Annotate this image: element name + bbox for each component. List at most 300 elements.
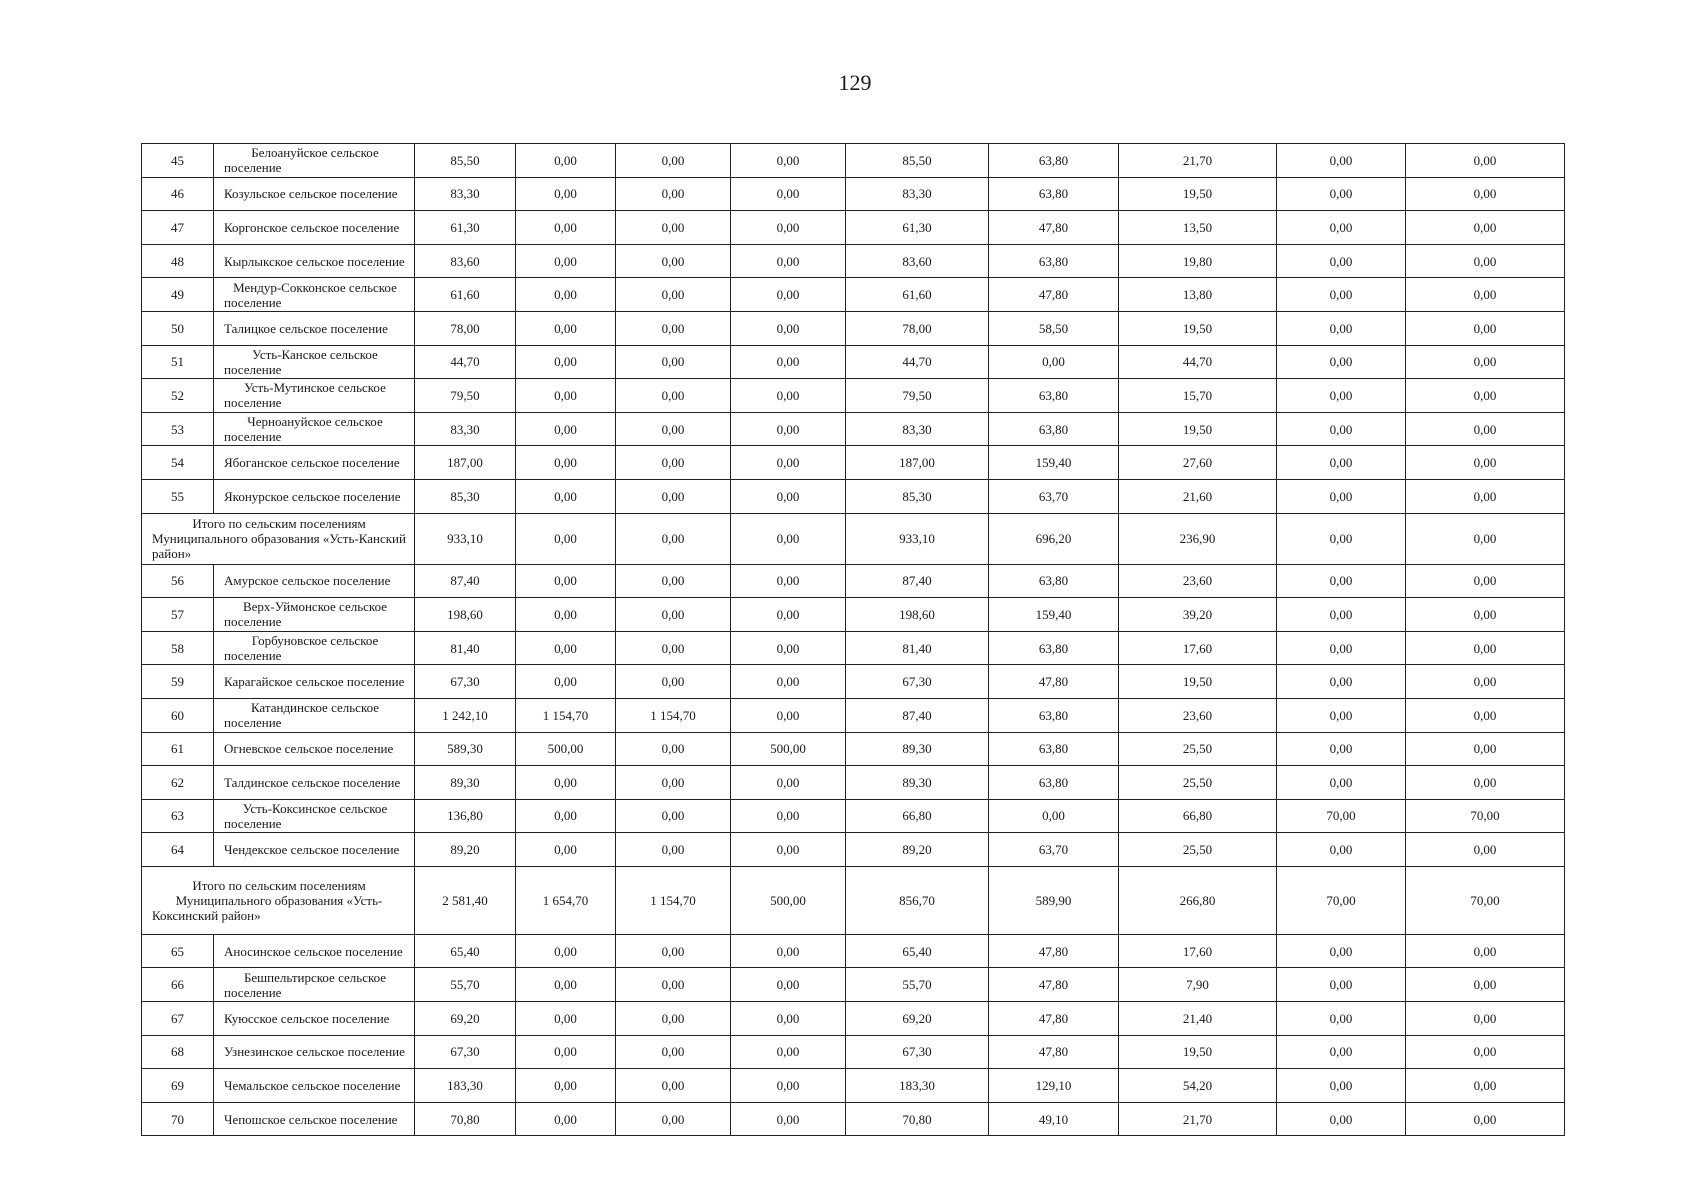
value-cell: 0,00: [1406, 1069, 1565, 1103]
value-cell: 159,40: [989, 598, 1119, 632]
value-cell: 0,00: [616, 513, 731, 564]
value-cell: 44,70: [415, 345, 516, 379]
table-row: [142, 244, 1565, 278]
value-cell: 78,00: [846, 311, 989, 345]
row-number: 48: [142, 244, 214, 278]
value-cell: 0,00: [1406, 934, 1565, 968]
value-cell: 0,00: [1277, 1069, 1406, 1103]
value-cell: 13,80: [1119, 278, 1277, 312]
value-cell: 19,50: [1119, 412, 1277, 446]
value-cell: 25,50: [1119, 732, 1277, 766]
settlement-name: Чендекское сельское поселение: [214, 833, 415, 867]
value-cell: 0,00: [1406, 144, 1565, 178]
value-cell: 27,60: [1119, 446, 1277, 480]
value-cell: 0,00: [1406, 732, 1565, 766]
value-cell: 0,00: [1406, 379, 1565, 413]
value-cell: 0,00: [731, 244, 846, 278]
value-cell: 0,00: [1406, 479, 1565, 513]
table-row: [142, 1002, 1565, 1036]
settlement-name: Черноануйское сельское поселение: [214, 412, 415, 446]
row-number: 49: [142, 278, 214, 312]
value-cell: 0,00: [616, 479, 731, 513]
value-cell: 0,00: [1277, 446, 1406, 480]
value-cell: 0,00: [1406, 211, 1565, 245]
value-cell: 0,00: [1406, 513, 1565, 564]
value-cell: 47,80: [989, 1002, 1119, 1036]
value-cell: 0,00: [731, 412, 846, 446]
value-cell: 589,90: [989, 866, 1119, 934]
value-cell: 0,00: [1277, 564, 1406, 598]
value-cell: 0,00: [731, 1102, 846, 1136]
value-cell: 21,70: [1119, 144, 1277, 178]
value-cell: 129,10: [989, 1069, 1119, 1103]
value-cell: 0,00: [616, 564, 731, 598]
value-cell: 0,00: [616, 665, 731, 699]
value-cell: 0,00: [1277, 1035, 1406, 1069]
value-cell: 0,00: [1406, 1002, 1565, 1036]
table-row: [142, 564, 1565, 598]
value-cell: 0,00: [1277, 412, 1406, 446]
value-cell: 67,30: [846, 1035, 989, 1069]
value-cell: 70,00: [1406, 799, 1565, 833]
value-cell: 0,00: [731, 311, 846, 345]
value-cell: 0,00: [616, 799, 731, 833]
row-number: 62: [142, 766, 214, 800]
value-cell: 0,00: [516, 345, 616, 379]
value-cell: 89,20: [415, 833, 516, 867]
value-cell: 0,00: [516, 1069, 616, 1103]
settlement-name: Белоануйское сельское поселение: [214, 144, 415, 178]
value-cell: 13,50: [1119, 211, 1277, 245]
table-row: [142, 1035, 1565, 1069]
value-cell: 0,00: [616, 631, 731, 665]
row-number: 52: [142, 379, 214, 413]
value-cell: 0,00: [516, 598, 616, 632]
value-cell: 0,00: [1277, 665, 1406, 699]
value-cell: 0,00: [1406, 345, 1565, 379]
value-cell: 198,60: [415, 598, 516, 632]
table-body: [142, 144, 1565, 1136]
value-cell: 0,00: [516, 1035, 616, 1069]
table-row: [142, 968, 1565, 1002]
value-cell: 1 242,10: [415, 698, 516, 732]
value-cell: 39,20: [1119, 598, 1277, 632]
value-cell: 55,70: [846, 968, 989, 1002]
value-cell: 0,00: [731, 479, 846, 513]
value-cell: 236,90: [1119, 513, 1277, 564]
value-cell: 0,00: [731, 598, 846, 632]
value-cell: 66,80: [846, 799, 989, 833]
value-cell: 49,10: [989, 1102, 1119, 1136]
value-cell: 0,00: [731, 144, 846, 178]
value-cell: 0,00: [1277, 379, 1406, 413]
value-cell: 23,60: [1119, 698, 1277, 732]
value-cell: 47,80: [989, 665, 1119, 699]
settlement-name: Усть-Канское сельское поселение: [214, 345, 415, 379]
value-cell: 63,80: [989, 244, 1119, 278]
value-cell: 0,00: [1277, 766, 1406, 800]
value-cell: 136,80: [415, 799, 516, 833]
value-cell: 44,70: [1119, 345, 1277, 379]
value-cell: 21,60: [1119, 479, 1277, 513]
value-cell: 0,00: [731, 934, 846, 968]
value-cell: 0,00: [516, 968, 616, 1002]
table-row: [142, 446, 1565, 480]
value-cell: 0,00: [1277, 278, 1406, 312]
value-cell: 0,00: [731, 665, 846, 699]
value-cell: 500,00: [731, 732, 846, 766]
table-row: [142, 598, 1565, 632]
total-row: [142, 513, 1565, 564]
total-row: [142, 866, 1565, 934]
value-cell: 47,80: [989, 968, 1119, 1002]
value-cell: 63,80: [989, 732, 1119, 766]
value-cell: 0,00: [1277, 732, 1406, 766]
value-cell: 78,00: [415, 311, 516, 345]
row-number: 47: [142, 211, 214, 245]
value-cell: 70,00: [1277, 799, 1406, 833]
value-cell: 0,00: [616, 177, 731, 211]
value-cell: 70,00: [1406, 866, 1565, 934]
value-cell: 0,00: [616, 446, 731, 480]
value-cell: 0,00: [731, 564, 846, 598]
value-cell: 0,00: [516, 766, 616, 800]
table-row: [142, 631, 1565, 665]
value-cell: 696,20: [989, 513, 1119, 564]
value-cell: 198,60: [846, 598, 989, 632]
value-cell: 0,00: [1277, 968, 1406, 1002]
value-cell: 17,60: [1119, 631, 1277, 665]
value-cell: 0,00: [516, 833, 616, 867]
value-cell: 85,50: [846, 144, 989, 178]
value-cell: 0,00: [731, 446, 846, 480]
settlement-name: Яконурское сельское поселение: [214, 479, 415, 513]
value-cell: 0,00: [516, 177, 616, 211]
value-cell: 0,00: [616, 1102, 731, 1136]
table-row: [142, 766, 1565, 800]
value-cell: 0,00: [731, 211, 846, 245]
row-number: 51: [142, 345, 214, 379]
value-cell: 70,00: [1277, 866, 1406, 934]
settlement-name: Чепошское сельское поселение: [214, 1102, 415, 1136]
value-cell: 0,00: [516, 513, 616, 564]
value-cell: 187,00: [846, 446, 989, 480]
value-cell: 933,10: [846, 513, 989, 564]
value-cell: 69,20: [415, 1002, 516, 1036]
table-row: [142, 1069, 1565, 1103]
table-row: [142, 732, 1565, 766]
row-number: 67: [142, 1002, 214, 1036]
value-cell: 0,00: [616, 732, 731, 766]
value-cell: 0,00: [516, 564, 616, 598]
table-row: [142, 833, 1565, 867]
row-number: 68: [142, 1035, 214, 1069]
value-cell: 19,80: [1119, 244, 1277, 278]
value-cell: 69,20: [846, 1002, 989, 1036]
value-cell: 19,50: [1119, 665, 1277, 699]
value-cell: 0,00: [1277, 631, 1406, 665]
settlement-name: Коргонское сельское поселение: [214, 211, 415, 245]
value-cell: 187,00: [415, 446, 516, 480]
value-cell: 0,00: [616, 833, 731, 867]
value-cell: 0,00: [616, 1069, 731, 1103]
value-cell: 65,40: [846, 934, 989, 968]
value-cell: 0,00: [516, 665, 616, 699]
settlement-name: Ябоганское сельское поселение: [214, 446, 415, 480]
value-cell: 47,80: [989, 934, 1119, 968]
settlement-name: Козульское сельское поселение: [214, 177, 415, 211]
value-cell: 0,00: [731, 631, 846, 665]
table-row: [142, 211, 1565, 245]
value-cell: 55,70: [415, 968, 516, 1002]
value-cell: 0,00: [616, 278, 731, 312]
table-row: [142, 479, 1565, 513]
value-cell: 0,00: [731, 513, 846, 564]
value-cell: 0,00: [1406, 564, 1565, 598]
value-cell: 83,30: [415, 177, 516, 211]
value-cell: 63,80: [989, 412, 1119, 446]
value-cell: 47,80: [989, 278, 1119, 312]
value-cell: 1 154,70: [616, 698, 731, 732]
value-cell: 0,00: [1406, 665, 1565, 699]
value-cell: 0,00: [516, 412, 616, 446]
value-cell: 63,80: [989, 564, 1119, 598]
value-cell: 0,00: [1277, 513, 1406, 564]
value-cell: 0,00: [1406, 177, 1565, 211]
row-number: 69: [142, 1069, 214, 1103]
value-cell: 0,00: [1406, 446, 1565, 480]
value-cell: 0,00: [1277, 1102, 1406, 1136]
settlement-name: Узнезинское сельское поселение: [214, 1035, 415, 1069]
value-cell: 87,40: [415, 564, 516, 598]
value-cell: 83,60: [846, 244, 989, 278]
value-cell: 0,00: [1406, 1035, 1565, 1069]
value-cell: 0,00: [731, 1069, 846, 1103]
value-cell: 933,10: [415, 513, 516, 564]
settlement-name: Горбуновское сельское поселение: [214, 631, 415, 665]
table-row: [142, 698, 1565, 732]
page-number: 129: [838, 70, 872, 95]
value-cell: 61,60: [415, 278, 516, 312]
value-cell: 63,80: [989, 766, 1119, 800]
value-cell: 500,00: [731, 866, 846, 934]
row-number: 64: [142, 833, 214, 867]
table-row: [142, 934, 1565, 968]
table-row: [142, 278, 1565, 312]
value-cell: 0,00: [616, 1002, 731, 1036]
settlement-name: Катандинское сельское поселение: [214, 698, 415, 732]
settlement-name: Верх-Уймонское сельское поселение: [214, 598, 415, 632]
value-cell: 0,00: [1406, 968, 1565, 1002]
value-cell: 79,50: [846, 379, 989, 413]
value-cell: 85,30: [415, 479, 516, 513]
value-cell: 1 154,70: [516, 698, 616, 732]
value-cell: 89,30: [846, 732, 989, 766]
value-cell: 17,60: [1119, 934, 1277, 968]
value-cell: 85,50: [415, 144, 516, 178]
value-cell: 7,90: [1119, 968, 1277, 1002]
value-cell: 54,20: [1119, 1069, 1277, 1103]
value-cell: 183,30: [846, 1069, 989, 1103]
value-cell: 0,00: [1406, 1102, 1565, 1136]
value-cell: 0,00: [616, 1035, 731, 1069]
value-cell: 81,40: [415, 631, 516, 665]
settlement-name: Кырлыкское сельское поселение: [214, 244, 415, 278]
value-cell: 58,50: [989, 311, 1119, 345]
value-cell: 0,00: [731, 1002, 846, 1036]
value-cell: 85,30: [846, 479, 989, 513]
row-number: 45: [142, 144, 214, 178]
value-cell: 63,80: [989, 379, 1119, 413]
value-cell: 0,00: [1406, 766, 1565, 800]
value-cell: 0,00: [731, 698, 846, 732]
value-cell: 0,00: [1406, 598, 1565, 632]
value-cell: 63,80: [989, 631, 1119, 665]
value-cell: 0,00: [1277, 833, 1406, 867]
value-cell: 589,30: [415, 732, 516, 766]
row-number: 50: [142, 311, 214, 345]
value-cell: 0,00: [616, 379, 731, 413]
row-number: 63: [142, 799, 214, 833]
value-cell: 500,00: [516, 732, 616, 766]
value-cell: 0,00: [989, 345, 1119, 379]
value-cell: 15,70: [1119, 379, 1277, 413]
value-cell: 0,00: [1277, 211, 1406, 245]
value-cell: 66,80: [1119, 799, 1277, 833]
settlement-name: Бешпельтирское сельское поселение: [214, 968, 415, 1002]
table-row: [142, 412, 1565, 446]
value-cell: 266,80: [1119, 866, 1277, 934]
value-cell: 67,30: [415, 1035, 516, 1069]
value-cell: 0,00: [731, 766, 846, 800]
value-cell: 0,00: [616, 598, 731, 632]
value-cell: 44,70: [846, 345, 989, 379]
value-cell: 0,00: [516, 144, 616, 178]
value-cell: 0,00: [516, 211, 616, 245]
value-cell: 0,00: [616, 144, 731, 178]
table-row: [142, 144, 1565, 178]
total-label: Итого по сельским поселениям Муниципального образования «Усть-Коксинский район»: [142, 866, 415, 934]
row-number: 57: [142, 598, 214, 632]
row-number: 59: [142, 665, 214, 699]
table-row: [142, 799, 1565, 833]
value-cell: 19,50: [1119, 311, 1277, 345]
settlement-name: Амурское сельское поселение: [214, 564, 415, 598]
value-cell: 0,00: [1277, 345, 1406, 379]
table-row: [142, 345, 1565, 379]
value-cell: 0,00: [516, 278, 616, 312]
table-row: [142, 1102, 1565, 1136]
value-cell: 0,00: [1406, 698, 1565, 732]
table-row: [142, 665, 1565, 699]
value-cell: 0,00: [516, 934, 616, 968]
value-cell: 61,30: [415, 211, 516, 245]
value-cell: 61,60: [846, 278, 989, 312]
table-row: [142, 379, 1565, 413]
value-cell: 0,00: [731, 968, 846, 1002]
value-cell: 0,00: [1277, 934, 1406, 968]
total-label: Итого по сельским поселениям Муниципального образования «Усть-Канский район»: [142, 513, 415, 564]
value-cell: 0,00: [731, 799, 846, 833]
value-cell: 25,50: [1119, 833, 1277, 867]
value-cell: 81,40: [846, 631, 989, 665]
value-cell: 65,40: [415, 934, 516, 968]
settlement-name: Куюсское сельское поселение: [214, 1002, 415, 1036]
value-cell: 87,40: [846, 564, 989, 598]
value-cell: 83,60: [415, 244, 516, 278]
value-cell: 0,00: [616, 766, 731, 800]
value-cell: 159,40: [989, 446, 1119, 480]
row-number: 65: [142, 934, 214, 968]
value-cell: 0,00: [616, 412, 731, 446]
value-cell: 79,50: [415, 379, 516, 413]
value-cell: 47,80: [989, 211, 1119, 245]
value-cell: 0,00: [1277, 244, 1406, 278]
value-cell: 0,00: [1277, 144, 1406, 178]
value-cell: 856,70: [846, 866, 989, 934]
value-cell: 61,30: [846, 211, 989, 245]
row-number: 53: [142, 412, 214, 446]
value-cell: 1 654,70: [516, 866, 616, 934]
value-cell: 0,00: [516, 631, 616, 665]
value-cell: 67,30: [415, 665, 516, 699]
row-number: 58: [142, 631, 214, 665]
value-cell: 0,00: [616, 934, 731, 968]
row-number: 56: [142, 564, 214, 598]
value-cell: 19,50: [1119, 177, 1277, 211]
row-number: 55: [142, 479, 214, 513]
value-cell: 63,80: [989, 177, 1119, 211]
value-cell: 83,30: [846, 177, 989, 211]
value-cell: 0,00: [1406, 244, 1565, 278]
value-cell: 0,00: [1277, 1002, 1406, 1036]
value-cell: 0,00: [731, 833, 846, 867]
value-cell: 0,00: [731, 278, 846, 312]
budget-table: [141, 143, 1565, 1136]
value-cell: 0,00: [616, 211, 731, 245]
value-cell: 23,60: [1119, 564, 1277, 598]
value-cell: 21,40: [1119, 1002, 1277, 1036]
value-cell: 89,30: [846, 766, 989, 800]
value-cell: 89,30: [415, 766, 516, 800]
value-cell: 87,40: [846, 698, 989, 732]
value-cell: 0,00: [1277, 311, 1406, 345]
value-cell: 0,00: [616, 311, 731, 345]
value-cell: 0,00: [731, 1035, 846, 1069]
value-cell: 63,80: [989, 698, 1119, 732]
settlement-name: Талдинское сельское поселение: [214, 766, 415, 800]
value-cell: 0,00: [1406, 631, 1565, 665]
value-cell: 0,00: [616, 968, 731, 1002]
value-cell: 0,00: [516, 1102, 616, 1136]
value-cell: 0,00: [1277, 598, 1406, 632]
row-number: 46: [142, 177, 214, 211]
settlement-name: Талицкое сельское поселение: [214, 311, 415, 345]
row-number: 61: [142, 732, 214, 766]
value-cell: 47,80: [989, 1035, 1119, 1069]
value-cell: 0,00: [616, 345, 731, 379]
value-cell: 0,00: [1277, 177, 1406, 211]
settlement-name: Аносинское сельское поселение: [214, 934, 415, 968]
value-cell: 70,80: [415, 1102, 516, 1136]
value-cell: 0,00: [516, 799, 616, 833]
value-cell: 2 581,40: [415, 866, 516, 934]
row-number: 54: [142, 446, 214, 480]
settlement-name: Огневское сельское поселение: [214, 732, 415, 766]
value-cell: 0,00: [516, 244, 616, 278]
settlement-name: Усть-Коксинское сельское поселение: [214, 799, 415, 833]
value-cell: 83,30: [846, 412, 989, 446]
